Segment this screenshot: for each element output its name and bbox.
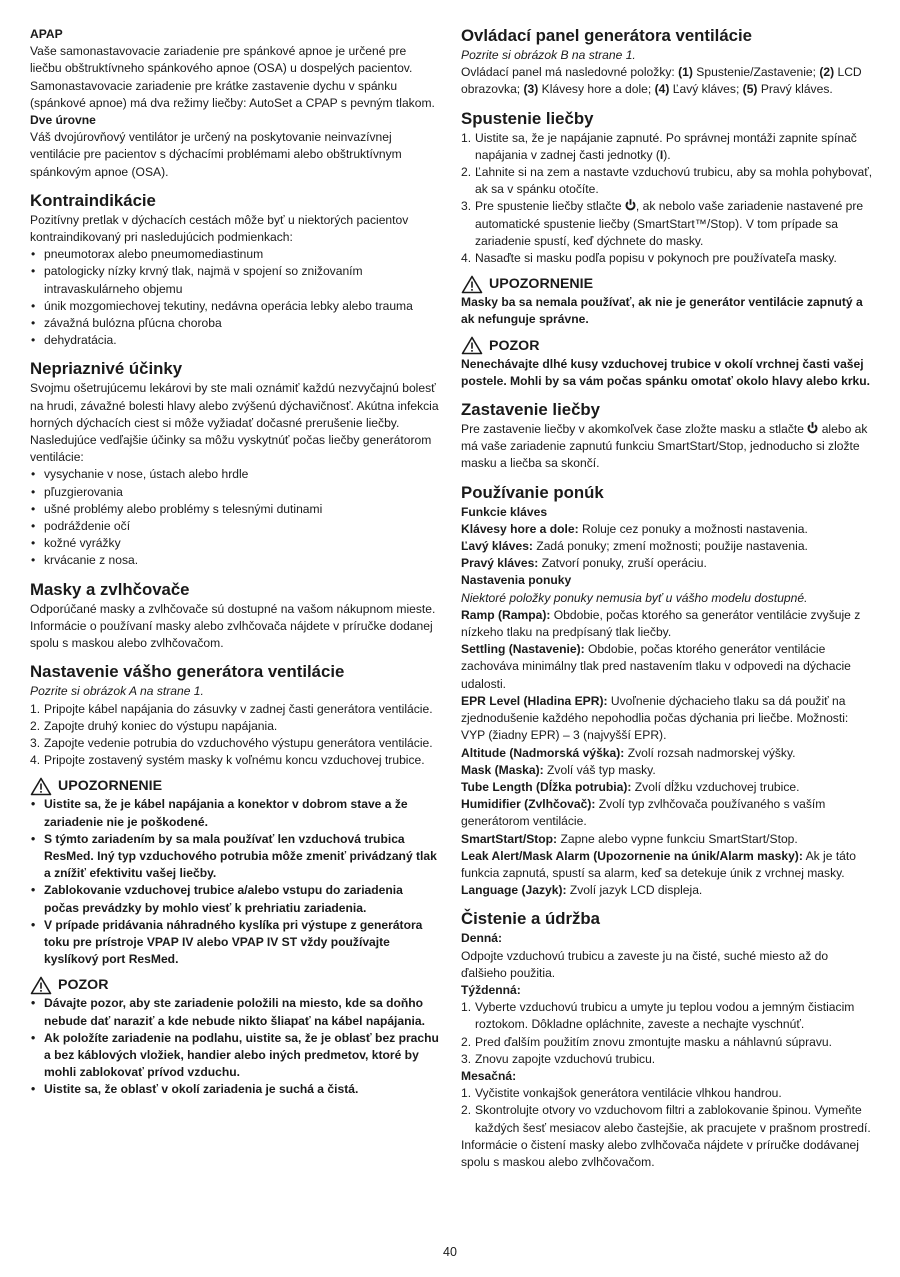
list-item: • únik mozgomiechovej tekutiny, nedávna operácia lebky alebo trauma [30, 298, 440, 315]
tyzdenna-steps [461, 999, 873, 1068]
setting-item: EPR Level (Hladina EPR): Uvoľnenie dýchacieho tlaku sa dá použiť na zjednodušenie každého nepohodlia počas dýchania pri liečbe. Možnosti: VYP (žiadny EPR) – 3 (najvyšší EPR). [461, 693, 849, 743]
list-item: • závažná bulózna pľúcna choroba [30, 315, 440, 332]
list-item: • krvácanie z nosa. [30, 552, 440, 569]
list-item: • S týmto zariadením by sa mala používať len vzduchová trubica ResMed. Iný typ vzduchového potrubia môže zmeniť privádzaný tlak a znížiť efektivitu vašej liečby. [30, 831, 440, 883]
key-item: Klávesy hore a dole: Roluje cez ponuky a možnosti nastavenia. [461, 521, 808, 536]
mesacna-heading: Mesačná: [461, 1068, 517, 1083]
zastavenie-text: Pre zastavenie liečby v akomkoľvek čase zložte masku a stlačte alebo ak má vaše zariadenie zapnutú funkciu SmartStart/Stop, jednoducho si zložte masku a liečba sa skončí. [461, 422, 868, 471]
dve-urovne-heading: Dve úrovne [30, 113, 96, 128]
ponuky-heading: Používanie ponúk [461, 482, 604, 502]
list-item: • pneumotorax alebo pneumomediastinum [30, 246, 440, 263]
setting-item: Altitude (Nadmorská výška): Zvolí rozsah nadmorskej výšky. [461, 745, 796, 760]
caution-triangle-icon [30, 976, 52, 995]
ovladaci-heading: Ovládací panel generátora ventilácie [461, 26, 753, 45]
list-item: 3. Pre spustenie liečby stlačte , ak nebolo vaše zariadenie nastavené pre automatické spustenie liečby (SmartStart™/Stop). V tom prípade sa zariadenie spustí, keď dýchnete do masky. [461, 199, 864, 248]
nastavenie-steps [30, 701, 440, 770]
apap-heading: APAP [30, 27, 63, 41]
cistenie-closing: Informácie o čistení masky alebo zvlhčovača nájdete v príručke dodávanej spolu s maskou alebo zvlhčovačom. [461, 1137, 859, 1169]
warning-triangle-icon [461, 275, 483, 294]
warning-heading: UPOZORNENIE [30, 776, 440, 796]
setting-item: Humidifier (Zvlhčovač): Zvolí typ zvlhčovača používaného s vaším generátorom ventilácie. [461, 797, 826, 829]
warning-heading: UPOZORNENIE [461, 274, 873, 294]
setting-item: SmartStart/Stop: Zapne alebo vypne funkciu SmartStart/Stop. [461, 831, 798, 846]
list-item: • Uistite sa, že oblasť v okolí zariadenia je suchá a čistá. [30, 1081, 440, 1098]
caution-heading: POZOR [30, 975, 440, 995]
nepriaznive-list [30, 466, 440, 569]
list-item: • pľuzgierovania [30, 484, 440, 501]
cistenie-heading: Čistenie a údržba [461, 909, 600, 929]
list-item: • podráždenie očí [30, 518, 440, 535]
mesacna-steps [461, 1085, 873, 1137]
list-item: 3. Zapojte vedenie potrubia do vzduchového výstupu generátora ventilácie. [30, 735, 433, 750]
list-item: 1. Pripojte kábel napájania do zásuvky v zadnej časti generátora ventilácie. [30, 701, 433, 716]
list-item: 1. Uistite sa, že je napájanie zapnuté. Po správnej montáži zapnite spínač napájania v zadnej časti jednotky (I). [461, 130, 857, 162]
masky-heading: Masky a zvlhčovače [30, 579, 190, 599]
key-item: Ľavý kláves: Zadá ponuky; zmení možnosti; použije nastavenia. [461, 539, 808, 554]
apap-text: Vaše samonastavovacie zariadenie pre spánkové apnoe je určené pre liečbu obštruktívneho spánkového apnoe (OSA) u dospelých pacientov. Samonastavovacie zariadenie pre krátke zastavenie dychu v spánku (spánkové apnoe) má dva režimy liečby: AutoSet a CPAP s pevným tlakom. [30, 44, 435, 110]
caution-triangle-icon [461, 336, 483, 355]
spustenie-steps [461, 130, 873, 268]
list-item: • Zablokovanie vzduchovej trubice a/alebo vstupu do zariadenia počas prevádzky by mohlo viesť k prehriatiu zariadenia. [30, 882, 440, 916]
nepriaznive-p2: Nasledujúce vedľajšie účinky sa môžu vyskytnúť počas liečby generátorom ventilácie: [30, 433, 432, 465]
list-item: 3. Znovu zapojte vzduchovú trubicu. [461, 1051, 656, 1066]
tyzdenna-heading: Týždenná: [461, 982, 521, 997]
kontraindikacie-intro: Pozitívny pretlak v dýchacích cestách môže byť u niektorých pacientov kontraindikovaný pri nasledujúcich podmienkach: [30, 212, 409, 245]
list-item: • V prípade pridávania náhradného kyslíka pri výstupe z generátora toku pre prístroje VPAP IV alebo VPAP IV ST vždy používajte kyslíkový port ResMed. [30, 917, 440, 969]
kontraindikacie-list [30, 246, 440, 349]
setting-item: Ramp (Rampa): Obdobie, počas ktorého sa generátor ventilácie zvyšuje z nízkeho tlaku na predpísaný tlak liečby. [461, 607, 861, 640]
setting-item: Language (Jazyk): Zvolí jazyk LCD displeja. [461, 883, 703, 898]
list-item: • Uistite sa, že je kábel napájania a konektor v dobrom stave a že zariadenie nie je poškodené. [30, 796, 440, 830]
caution-list [30, 995, 440, 1098]
warning-list [30, 796, 440, 968]
list-item: • ušné problémy alebo problémy s telesnými dutinami [30, 501, 440, 518]
denna-heading: Denná: [461, 931, 502, 946]
key-item: Pravý kláves: Zatvorí ponuky, zruší operáciu. [461, 556, 707, 571]
dve-urovne-text: Váš dvojúrovňový ventilátor je určený na poskytovanie neinvazívnej ventilácie pre pacientov s dýchacími problémami alebo obštruktívnym spánkovým apnoe (OSA). [30, 130, 402, 179]
right-column [461, 26, 873, 1171]
list-item: 2. Pred ďalším použitím znovu zmontujte masku a náhlavnú súpravu. [461, 1034, 832, 1049]
setting-item: Settling (Nastavenie): Obdobie, počas ktorého generátor ventilácie zachováva minimálny tlak pred nastavením tlaku v odpovedi na dýchacie udalosti. [461, 642, 851, 691]
zastavenie-heading: Zastavenie liečby [461, 400, 600, 420]
power-icon [625, 199, 636, 211]
power-icon [807, 422, 818, 434]
nastavenia-note: Niektoré položky ponuky nemusia byť u vášho modelu dostupné. [461, 590, 808, 605]
setting-item: Mask (Maska): Zvolí váš typ masky. [461, 762, 656, 777]
list-item: 1. Vyčistite vonkajšok generátora ventilácie vlhkou handrou. [461, 1086, 782, 1101]
denna-text: Odpojte vzduchovú trubicu a zaveste ju na čisté, suché miesto až do ďalšieho použitia. [461, 948, 829, 980]
kontraindikacie-heading: Kontraindikácie [30, 190, 156, 210]
list-item: 2. Skontrolujte otvory vo vzduchovom filtri a zablokovanie špinou. Vymeňte každých šesť mesiacov alebo častejšie, ak pracujete v prašnom prostredí. [461, 1103, 871, 1135]
nastavenie-ref: Pozrite si obrázok A na strane 1. [30, 684, 204, 699]
list-item: • Dávajte pozor, aby ste zariadenie položili na miesto, kde sa doňho nebude dať naraziť a kde nebude nikto šliapať na kábel napájania. [30, 995, 440, 1029]
list-item: • kožné vyrážky [30, 535, 440, 552]
caution-text: Nenechávajte dlhé kusy vzduchovej trubice v okolí vrchnej časti vašej postele. Mohli by sa vám počas spánku omotať okolo hlavy alebo krku. [461, 356, 871, 388]
list-item: • dehydratácia. [30, 332, 440, 349]
list-item: 4. Nasaďte si masku podľa popisu v pokynoch pre používateľa masky. [461, 251, 837, 266]
ovladaci-ref: Pozrite si obrázok B na strane 1. [461, 48, 636, 62]
ovladaci-text: Ovládací panel má nasledovné položky: (1) Spustenie/Zastavenie; (2) LCD obrazovka; (3) Klávesy hore a dole; (4) Ľavý kláves; (5) Pravý kláves. [461, 65, 862, 97]
nepriaznive-p1: Svojmu ošetrujúcemu lekárovi by ste mali oznámiť každú nezvyčajnú bolesť na hrudi, závažné bolesti hlavy alebo zvýšenú dýchavičnosť. Akútna infekcia horných dýchacích ciest si môže vyžiadať dočasné prerušenie liečby. [30, 381, 439, 430]
masky-text: Odporúčané masky a zvlhčovače sú dostupné na vašom nákupnom mieste. Informácie o používaní masky alebo zvlhčovača nájdete v príručke dodanej spolu s maskou alebo zvlhčovačom. [30, 601, 436, 651]
list-item: • vysychanie v nose, ústach alebo hrdle [30, 466, 440, 483]
list-item: • Ak položíte zariadenie na podlahu, uistite sa, že je oblasť bez prachu a bez káblových vložiek, handier alebo iných predmetov, ktoré by mohli zablokovať prívod vzduchu. [30, 1030, 440, 1082]
nastavenia-heading: Nastavenia ponuky [461, 573, 572, 588]
list-item: 2. Ľahnite si na zem a nastavte vzduchovú trubicu, aby sa mohla pohybovať, ak sa v spánku otočíte. [461, 165, 873, 197]
warning-triangle-icon [30, 777, 52, 796]
list-item: 4. Pripojte zostavený systém masky k voľnému koncu vzduchovej trubice. [30, 753, 425, 768]
list-item: 2. Zapojte druhý koniec do výstupu napájania. [30, 718, 278, 733]
nastavenie-heading: Nastavenie vášho generátora ventilácie [30, 662, 345, 682]
list-item: • patologicky nízky krvný tlak, najmä v spojení so znižovaním intravaskulárneho objemu [30, 263, 440, 297]
page-number: 40 [443, 1245, 457, 1259]
list-item: 1. Vyberte vzduchovú trubicu a umyte ju teplou vodou a jemným čistiacim roztokom. Dôkladne opláchnite, zaveste a nechajte vyschnúť. [461, 1000, 855, 1032]
spustenie-heading: Spustenie liečby [461, 108, 594, 128]
warning-text: Masky ba sa nemala používať, ak nie je generátor ventilácie zapnutý a ak nefunguje správne. [461, 295, 863, 327]
funkcie-heading: Funkcie kláves [461, 504, 548, 519]
left-column [30, 26, 440, 1099]
setting-item: Tube Length (Dĺžka potrubia): Zvolí dĺžku vzduchovej trubice. [461, 779, 800, 794]
caution-heading: POZOR [461, 336, 873, 356]
setting-item: Leak Alert/Mask Alarm (Upozornenie na únik/Alarm masky): Ak je táto funkcia zapnutá, spustí sa alarm, keď sa detekuje únik z vrchnej masky. [461, 848, 856, 880]
nepriaznive-heading: Nepriaznivé účinky [30, 359, 183, 379]
